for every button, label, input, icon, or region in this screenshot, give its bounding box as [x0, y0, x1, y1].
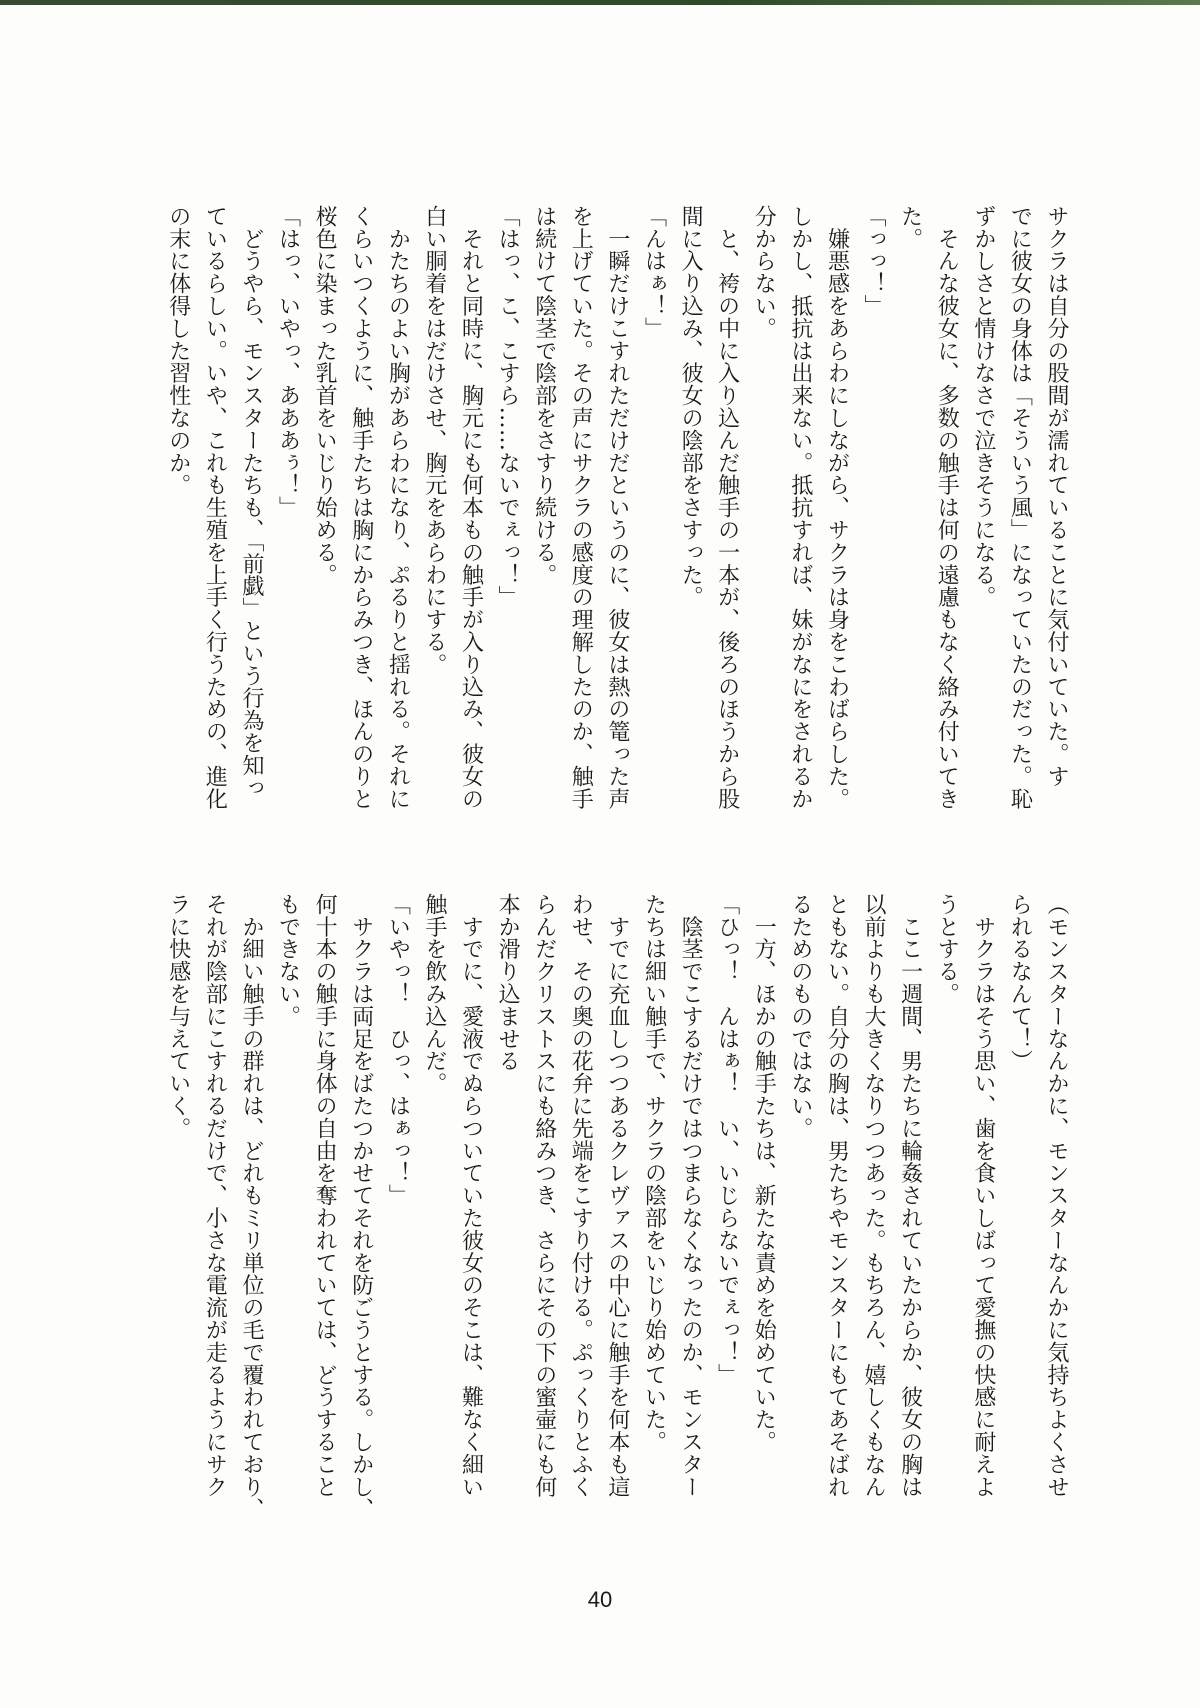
text-line: 白い胴着をはだけさせ、胸元をあらわにする。	[421, 205, 447, 676]
text-line: わせ、その奥の花弁に先端をこすり付ける。ぷっくりとふく	[568, 893, 594, 1498]
text-line: か細い触手の群れは、どれもミリ単位の毛で覆われており、	[238, 893, 264, 1521]
text-line: 嫌悪感をあらわにしながら、サクラは身をこわばらした。	[824, 205, 850, 810]
text-line: らんだクリストスにも絡みつき、さらにその下の蜜壷にも何	[531, 893, 557, 1498]
text-line: の末に体得した習性なのか。	[165, 205, 191, 497]
text-line: は続けて陰茎で陰部をさすり続ける。	[531, 205, 557, 586]
text-line: ているらしい。いや、これも生殖を上手く行うための、進化	[202, 205, 228, 810]
text-line: それと同時に、胸元にも何本もの触手が入り込み、彼女の	[458, 205, 484, 810]
text-line: 間に入り込み、彼女の陰部をさすった。	[678, 205, 704, 609]
text-line: たちは細い触手で、サクラの陰部をいじり始めていた。	[641, 893, 667, 1453]
text-line: 「はっ、こ、こすら……ないでぇっ！」	[495, 205, 521, 609]
text-line: た。	[897, 205, 923, 250]
text-line: でに彼女の身体は「そういう風」になっていたのだった。恥	[1007, 205, 1033, 810]
text-line: もできない。	[275, 893, 301, 1028]
text-line: 「いやっ！ ひっ、はぁっ！」	[385, 893, 411, 1207]
upper-text-block	[159, 205, 1074, 810]
text-line: 一方、ほかの触手たちは、新たな責めを始めていた。	[751, 893, 777, 1453]
text-line: られるなんて！）	[1007, 893, 1033, 1073]
text-line: しかし、抵抗は出来ない。抵抗すれば、妹がなにをされるか	[787, 205, 813, 810]
text-line: 「ひっ！ んはぁ！ い、いじらないでぇっ！」	[714, 893, 740, 1386]
scan-top-edge	[0, 0, 1200, 5]
text-line: くらいつくように、触手たちは胸にからみつき、ほんのりと	[348, 205, 374, 810]
text-line: かたちのよい胸があらわになり、ぷるりと揺れる。それに	[385, 205, 411, 810]
text-line: ここ一週間、男たちに輪姦されていたからか、彼女の胸は	[897, 893, 923, 1498]
page-number: 40	[587, 1587, 613, 1612]
text-line: と、袴の中に入り込んだ触手の一本が、後ろのほうから股	[714, 205, 740, 810]
text-line: 「っっ！」	[861, 205, 887, 317]
text-line: （モンスターなんかに、モンスターなんかに気持ちよくさせ	[1044, 893, 1069, 1498]
text-line: るためのものではない。	[787, 893, 813, 1140]
text-line: サクラは自分の股間が濡れていることに気付いていた。す	[1044, 205, 1069, 788]
text-line: ずかしさと情けなさで泣きそうになる。	[970, 205, 996, 609]
text-line: すでに、愛液でぬらついていた彼女のそこは、難なく細い	[458, 893, 484, 1498]
text-line: 「はっ、いやっ、あああぅ！」	[275, 205, 301, 519]
lower-text-block	[159, 893, 1074, 1521]
text-line: 一瞬だけこすれただけだというのに、彼女は熱の篭った声	[604, 205, 630, 810]
text-line: サクラは両足をばたつかせてそれを防ごうとする。しかし、	[348, 893, 374, 1521]
text-line: 本か滑り込ませる	[495, 893, 521, 1073]
text-line: すでに充血しつつあるクレヴァスの中心に触手を何本も這	[604, 893, 630, 1498]
text-line: そんな彼女に、多数の触手は何の遠慮もなく絡み付いてき	[934, 205, 960, 810]
text-line: 触手を飲み込んだ。	[421, 893, 447, 1095]
text-line: 陰茎でこするだけではつまらなくなったのか、モンスター	[678, 893, 704, 1498]
text-line: ラに快感を与えていく。	[165, 893, 191, 1140]
text-line: サクラはそう思い、歯を食いしばって愛撫の快感に耐えよ	[970, 893, 996, 1498]
text-line: 何十本の触手に身体の自由を奪われていては、どうすること	[312, 893, 338, 1498]
text-line: 桜色に染まった乳首をいじり始める。	[312, 205, 338, 586]
text-line: うとする。	[934, 893, 960, 1005]
text-line: どうやら、モンスターたちも、「前戯」という行為を知っ	[238, 205, 264, 799]
text-line: それが陰部にこすれるだけで、小さな電流が走るようにサク	[202, 893, 228, 1498]
text-line: 以前よりも大きくなりつつあった。もちろん、嬉しくもなん	[861, 893, 887, 1498]
text-line: 「んはぁ！」	[641, 205, 667, 340]
text-line: ともない。自分の胸は、男たちやモンスターにもてあそばれ	[824, 893, 850, 1498]
text-line: 分からない。	[751, 205, 777, 340]
text-line: を上げていた。その声にサクラの感度の理解したのか、触手	[568, 205, 594, 810]
